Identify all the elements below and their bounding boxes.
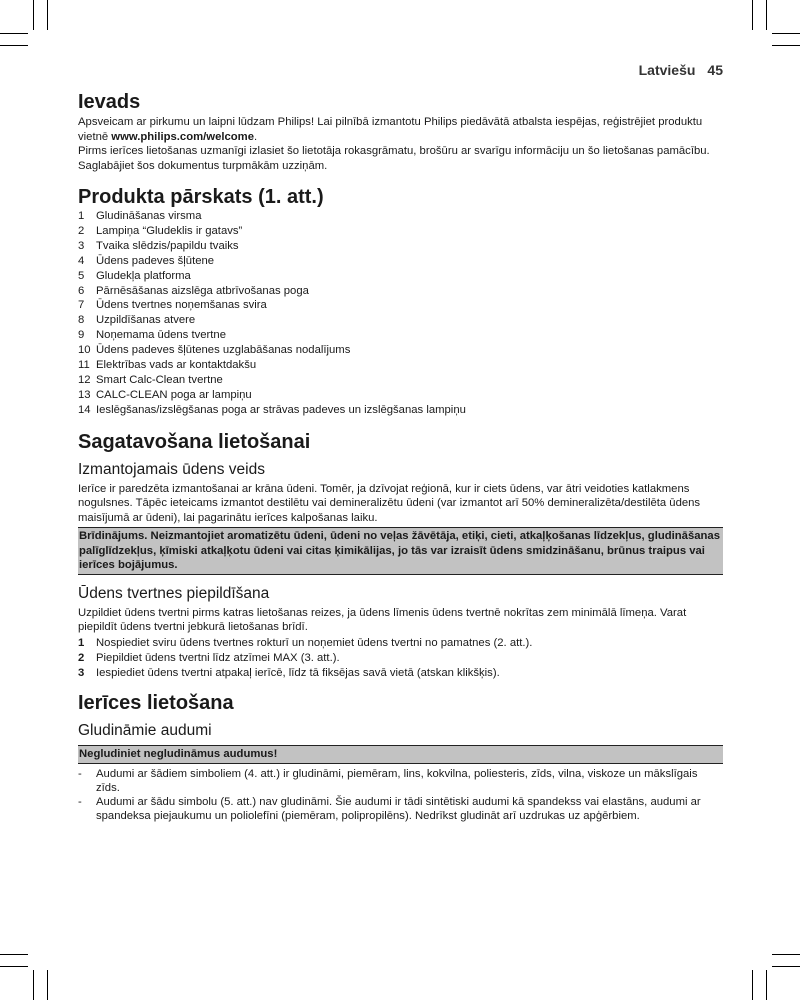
list-item-text: Gludināšanas virsma [96, 210, 202, 222]
intro-heading: Ievads [78, 91, 141, 113]
crop-mark [47, 0, 48, 30]
list-item-number: 3 [78, 666, 85, 679]
intro-paragraph [78, 115, 723, 144]
list-item-number: 13 [78, 388, 91, 401]
page-number: 45 [707, 62, 723, 78]
water-type-heading: Izmantojamais ūdens veids [78, 460, 265, 478]
list-item-text: Lampiņa “Gludeklis ir gatavs” [96, 224, 243, 237]
list-item-text: Ūdens tvertnes noņemšanas svira [96, 299, 267, 312]
list-item [78, 343, 723, 358]
list-item [78, 313, 723, 328]
crop-mark [33, 0, 34, 30]
list-item-text: Ūdens padeves šļūtene [96, 254, 215, 267]
crop-mark [766, 970, 767, 1000]
list-item [78, 209, 723, 224]
crop-mark [0, 966, 28, 967]
list-item [78, 284, 723, 299]
language-label: Latviešu [638, 62, 696, 78]
fabrics-warning: Negludiniet negludināmus audumus! [78, 745, 723, 764]
water-type-text: Ierīce ir paredzēta izmantošanai ar krāna ūdeni. Tomēr, ja dzīvojat reģionā, kur ir ciets ūdens, var ātri veidoties katlakmens nogulsnes. Tāpēc ieteicams izmantot destilētu vai demineralizētu ūdeni (var izmantot arī 50% demineralizēta/destilēta ūdens maisījumā ar ūdeni), lai pagarinātu ierīces kalpošanas laiku. [78, 482, 701, 524]
crop-mark [0, 954, 28, 955]
list-item-number: 2 [78, 224, 85, 237]
list-item [78, 636, 723, 651]
list-item [78, 358, 723, 373]
list-item-text: Audumi ar šādu simbolu (5. att.) nav gludināmi. Šie audumi ir tādi sintētiski audumi kā spandekss vai elastāns, audumi ar spandeksa piejaukumu un poliolefīni (piemēram, polipropilēns). Nedrīkst gludināt arī uzdrukas uz apģērbiem. [96, 795, 701, 822]
list-item-number: 4 [78, 254, 85, 267]
list-item-text: CALC-CLEAN poga ar lampiņu [96, 388, 252, 401]
list-item [78, 388, 723, 403]
list-item-number: 10 [78, 344, 91, 357]
list-item-number: 3 [78, 239, 85, 252]
website-link[interactable]: www.philips.com/welcome [111, 130, 255, 143]
manual-page [78, 62, 723, 823]
list-item-number: 2 [78, 651, 85, 664]
list-item [78, 666, 723, 681]
list-item-text: Iespiediet ūdens tvertni atpakaļ ierīcē, līdz tā fiksējas savā vietā (atskan klikšķis). [96, 666, 500, 679]
list-item-number: 12 [78, 373, 91, 386]
crop-mark [0, 33, 28, 34]
list-item-number: 7 [78, 299, 85, 312]
fill-heading: Ūdens tvertnes piepildīšana [78, 584, 270, 602]
overview-heading: Produkta pārskats (1. att.) [78, 186, 324, 208]
list-item-text: Smart Calc-Clean tvertne [96, 373, 223, 386]
list-item [78, 795, 723, 823]
intro-text-end: . [254, 130, 258, 143]
list-item-number: - [78, 795, 82, 808]
list-item [78, 373, 723, 388]
list-item-text: Ūdens padeves šļūtenes uzglabāšanas nodalījums [96, 344, 351, 357]
crop-mark [752, 0, 753, 30]
list-item [78, 239, 723, 254]
list-item-text: Tvaika slēdzis/papildu tvaiks [96, 239, 239, 252]
crop-mark [752, 970, 753, 1000]
list-item-text: Ieslēgšanas/izslēgšanas poga ar strāvas padeves un izslēgšanas lampiņu [96, 403, 466, 416]
crop-mark [766, 0, 767, 30]
list-item-number: 1 [78, 210, 85, 222]
list-item-number: 11 [78, 359, 90, 372]
list-item-text: Noņemama ūdens tvertne [96, 329, 226, 342]
list-item-text: Pārnēsāšanas aizslēga atbrīvošanas poga [96, 284, 309, 297]
list-item-number: 1 [78, 636, 85, 649]
list-item-number: - [78, 767, 82, 780]
list-item [78, 224, 723, 239]
list-item-text: Elektrības vads ar kontaktdakšu [96, 359, 257, 372]
list-item [78, 328, 723, 343]
crop-mark [47, 970, 48, 1000]
intro-text: Apsveicam ar pirkumu un laipni lūdzam Philips! Lai pilnībā izmantotu Philips piedāvātā atbalsta iespējas, reģistrējiet produktu vietnē [78, 116, 703, 143]
overview-list [78, 209, 723, 418]
list-item [78, 298, 723, 313]
list-item-text: Gludekļa platforma [96, 269, 191, 282]
list-item-number: 6 [78, 284, 85, 297]
fill-steps-list [78, 636, 723, 681]
crop-mark [33, 970, 34, 1000]
fill-text: Uzpildiet ūdens tvertni pirms katras lietošanas reizes, ja ūdens līmenis ūdens tvertnē nokrītas zem minimālā līmeņa. Varat piepildīt ūdens tvertni jebkurā lietošanas brīdī. [78, 606, 687, 634]
fabrics-heading: Gludināmie audumi [78, 722, 212, 740]
list-item [78, 269, 723, 284]
list-item [78, 651, 723, 666]
intro-paragraph-2: Pirms ierīces lietošanas uzmanīgi izlasiet šo lietotāja rokasgrāmatu, brošūru ar svarīgu informāciju un šo lietošanas pamācību. Saglabājiet šos dokumentus turpmākām uzziņām. [78, 145, 710, 172]
list-item-text: Audumi ar šādiem simboliem (4. att.) ir gludināmi, piemēram, lins, kokvilna, poliesteris, zīds, vilna, viskoze un mākslīgais zīds. [96, 767, 698, 794]
list-item-number: 8 [78, 314, 85, 327]
fabric-bullets-list [78, 767, 723, 823]
list-item-text: Nospiediet sviru ūdens tvertnes rokturī un noņemiet ūdens tvertni no pamatnes (2. att.). [96, 636, 533, 649]
list-item-text: Piepildiet ūdens tvertni līdz atzīmei MAX (3. att.). [96, 651, 340, 664]
list-item [78, 767, 723, 795]
crop-mark [772, 954, 800, 955]
crop-mark [772, 45, 800, 46]
list-item [78, 254, 723, 269]
prep-heading: Sagatavošana lietošanai [78, 430, 311, 453]
list-item-number: 14 [78, 403, 91, 416]
list-item-number: 9 [78, 329, 85, 342]
list-item-number: 5 [78, 269, 85, 282]
crop-mark [772, 966, 800, 967]
use-heading: Ierīces lietošana [78, 692, 234, 715]
crop-mark [0, 45, 28, 46]
page-header [639, 62, 723, 78]
list-item [78, 403, 723, 418]
list-item-text: Uzpildīšanas atvere [96, 314, 196, 327]
crop-mark [772, 33, 800, 34]
water-warning: Brīdinājums. Neizmantojiet aromatizētu ūdeni, ūdeni no veļas žāvētāja, etiķi, cieti, atkaļķošanas līdzekļus, gludināšanas palīglīdzekļus, ķīmiski atkaļķotu ūdeni vai citas ķimikālijas, jo tās var izraisīt ūdens smidzināšanu, brūnus traipus vai ierīces bojājumus. [78, 527, 723, 575]
